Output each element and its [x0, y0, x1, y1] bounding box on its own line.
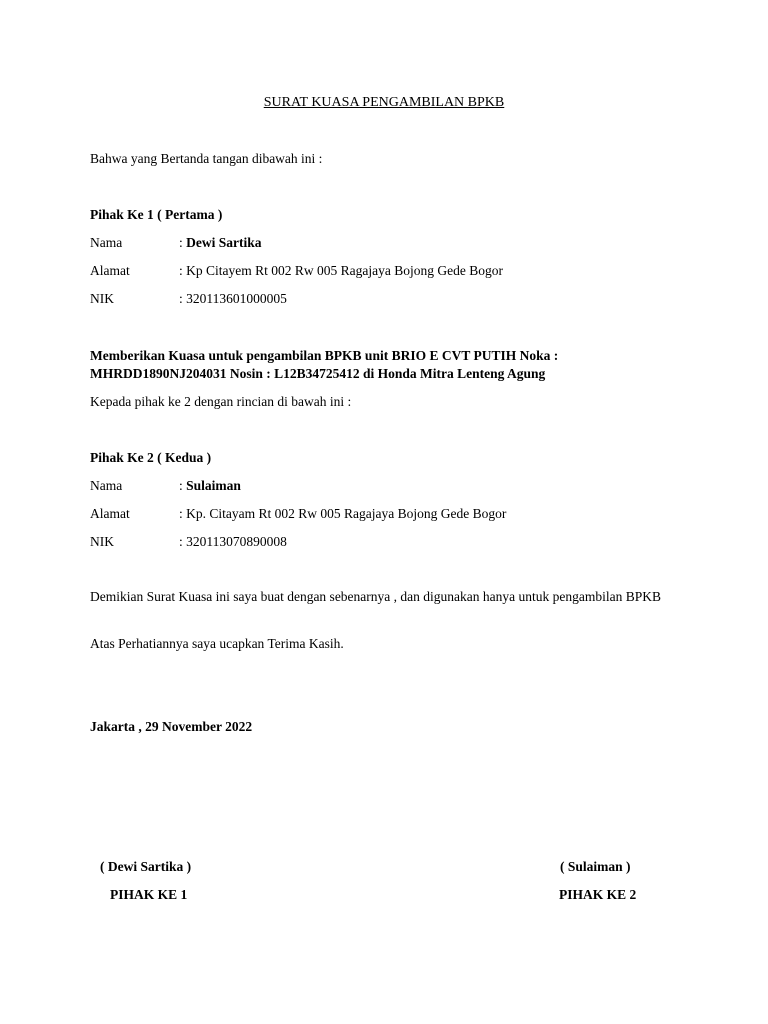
- pihak2-alamat-label: Alamat: [90, 506, 130, 521]
- kuasa-line-2: MHRDD1890NJ204031 Nosin : L12B34725412 di Honda Mitra Lenteng Agung: [90, 366, 546, 381]
- pihak2-nik-value: : 320113070890008: [179, 534, 287, 549]
- intro-text: Bahwa yang Bertanda tangan dibawah ini :: [90, 151, 323, 166]
- pihak1-nik-label: NIK: [90, 291, 114, 306]
- pihak2-nik-label: NIK: [90, 534, 114, 549]
- pihak1-alamat-value: : Kp Citayem Rt 002 Rw 005 Ragajaya Bojong Gede Bogor: [179, 263, 503, 278]
- pihak2-heading: Pihak Ke 2 ( Kedua ): [90, 450, 212, 465]
- pihak2-alamat-value: : Kp. Citayam Rt 002 Rw 005 Ragajaya Bojong Gede Bogor: [179, 506, 507, 521]
- document-title: SURAT KUASA PENGAMBILAN BPKB: [263, 95, 505, 110]
- closing-text: Atas Perhatiannya saya ucapkan Terima Kasih.: [90, 636, 344, 651]
- kuasa-line-1: Memberikan Kuasa untuk pengambilan BPKB unit BRIO E CVT PUTIH Noka :: [90, 348, 559, 363]
- demikian-text: Demikian Surat Kuasa ini saya buat dengan sebenarnya , dan digunakan hanya untuk pengambilan BPKB: [90, 589, 661, 604]
- pihak1-nik-value: : 320113601000005: [179, 291, 287, 306]
- pihak2-nama-label: Nama: [90, 478, 123, 493]
- signature-left-role: PIHAK KE 1: [110, 887, 188, 902]
- kepada-text: Kepada pihak ke 2 dengan rincian di bawah ini :: [90, 394, 352, 409]
- pihak1-heading: Pihak Ke 1 ( Pertama ): [90, 207, 223, 222]
- pihak1-alamat-label: Alamat: [90, 263, 130, 278]
- pihak2-nama-value: : Sulaiman: [179, 478, 241, 493]
- pihak1-nama-value: : Dewi Sartika: [179, 235, 262, 250]
- signature-right-role: PIHAK KE 2: [559, 887, 637, 902]
- pihak1-nama-label: Nama: [90, 235, 123, 250]
- signature-right-name: ( Sulaiman ): [560, 859, 631, 874]
- signature-left-name: ( Dewi Sartika ): [100, 859, 192, 874]
- place-date: Jakarta , 29 November 2022: [90, 719, 253, 734]
